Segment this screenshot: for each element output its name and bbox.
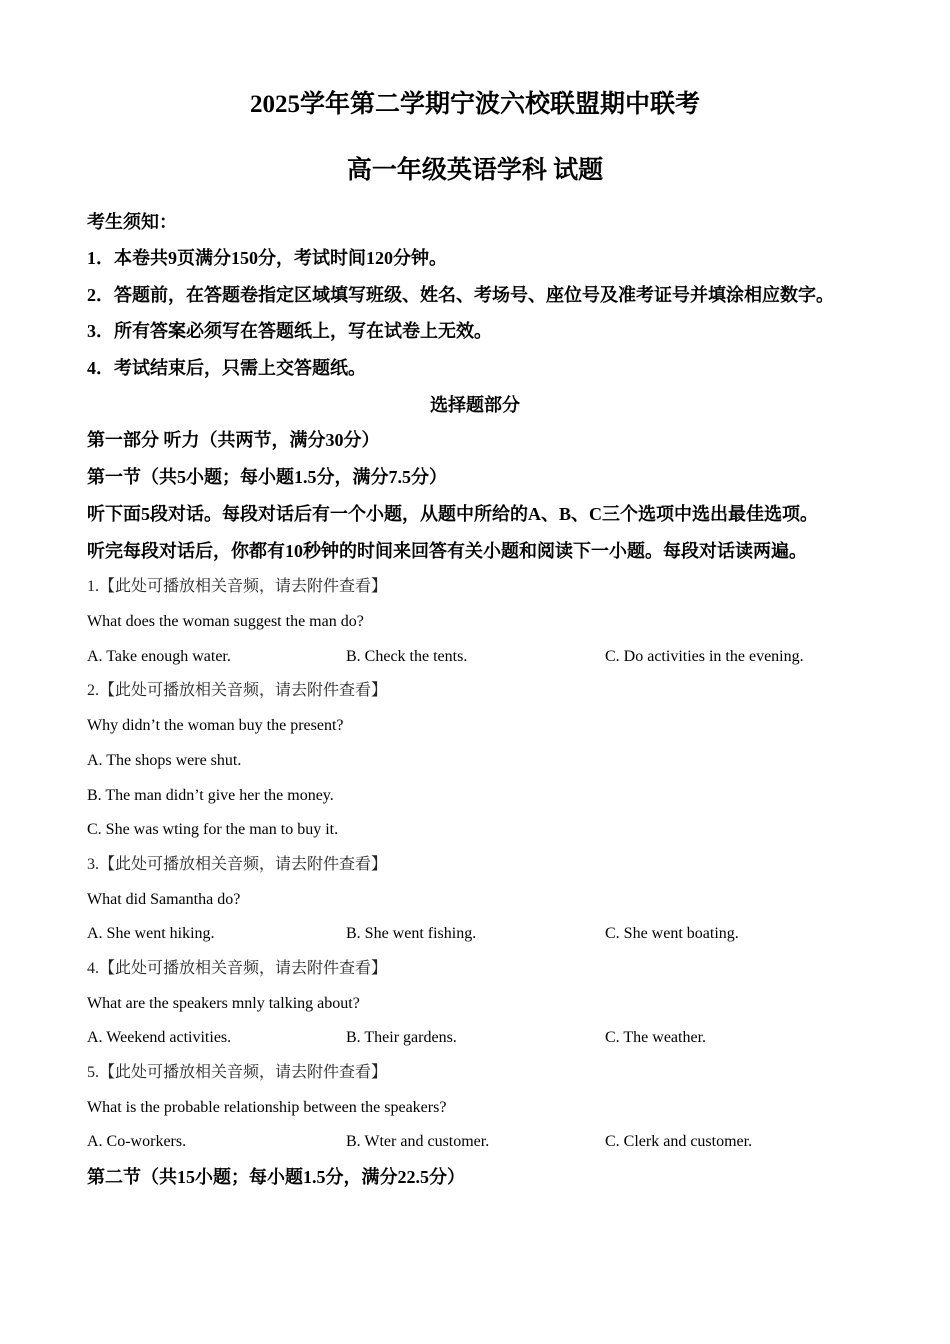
q3-option-b: B. She went fishing. <box>346 925 477 942</box>
q4-option-a: A. Weekend activities. <box>87 1029 232 1046</box>
question-4-text: What are the speakers mnly talking about? <box>87 995 360 1012</box>
q1-option-a: A. Take enough water. <box>87 648 231 665</box>
q2-option-c: C. She was wting for the man to buy it. <box>87 821 339 838</box>
q2-option-b: B. The man didn’t give her the money. <box>87 787 334 804</box>
q3-option-c: C. She went boating. <box>605 925 739 942</box>
q2-option-a: A. The shops were shut. <box>87 752 242 769</box>
part1-title: 第一部分 听力（共两节，满分30分） <box>87 430 380 450</box>
section-title: 选择题部分 <box>430 395 520 415</box>
question-1-text: What does the woman suggest the man do? <box>87 613 364 630</box>
audio-placeholder-3[interactable]: 3.【此处可播放相关音频，请去附件查看】 <box>87 856 388 873</box>
q5-option-b: B. Wter and customer. <box>346 1133 490 1150</box>
instruction-1: 听下面5段对话。每段对话后有一个小题，从题中所给的A、B、C三个选项中选出最佳选项。 <box>87 504 818 524</box>
q1-option-b: B. Check the tents. <box>346 648 468 665</box>
q4-option-c: C. The weather. <box>605 1029 707 1046</box>
q5-option-a: A. Co-workers. <box>87 1133 187 1150</box>
q1-option-c: C. Do activities in the evening. <box>605 648 804 665</box>
question-5-text: What is the probable relationship between the speakers? <box>87 1099 447 1116</box>
question-3-text: What did Samantha do? <box>87 891 241 908</box>
notice-heading: 考生须知： <box>87 212 177 232</box>
q3-option-a: A. She went hiking. <box>87 925 215 942</box>
audio-placeholder-4[interactable]: 4.【此处可播放相关音频，请去附件查看】 <box>87 960 388 977</box>
question-2-text: Why didn’t the woman buy the present? <box>87 717 344 734</box>
q5-option-c: C. Clerk and customer. <box>605 1133 753 1150</box>
exam-subtitle: 高一年级英语学科 试题 <box>346 157 604 184</box>
notice-item-1: 1．本卷共9页满分150分，考试时间120分钟。 <box>87 248 447 268</box>
instruction-2: 听完每段对话后，你都有10秒钟的时间来回答有关小题和阅读下一小题。每段对话读两遍。 <box>87 541 807 561</box>
q4-option-b: B. Their gardens. <box>346 1029 457 1046</box>
section2-title: 第二节（共15小题；每小题1.5分，满分22.5分） <box>87 1167 465 1187</box>
audio-placeholder-1[interactable]: 1.【此处可播放相关音频，请去附件查看】 <box>87 578 388 595</box>
notice-item-3: 3．所有答案必须写在答题纸上，写在试卷上无效。 <box>87 321 492 341</box>
audio-placeholder-5[interactable]: 5.【此处可播放相关音频，请去附件查看】 <box>87 1064 388 1081</box>
section1-title: 第一节（共5小题；每小题1.5分，满分7.5分） <box>87 467 447 487</box>
audio-placeholder-2[interactable]: 2.【此处可播放相关音频，请去附件查看】 <box>87 682 388 699</box>
notice-item-4: 4．考试结束后，只需上交答题纸。 <box>87 358 366 378</box>
exam-title: 2025学年第二学期宁波六校联盟期中联考 <box>249 91 700 118</box>
notice-item-2: 2．答题前，在答题卷指定区域填写班级、姓名、考场号、座位号及准考证号并填涂相应数字。 <box>87 285 834 305</box>
